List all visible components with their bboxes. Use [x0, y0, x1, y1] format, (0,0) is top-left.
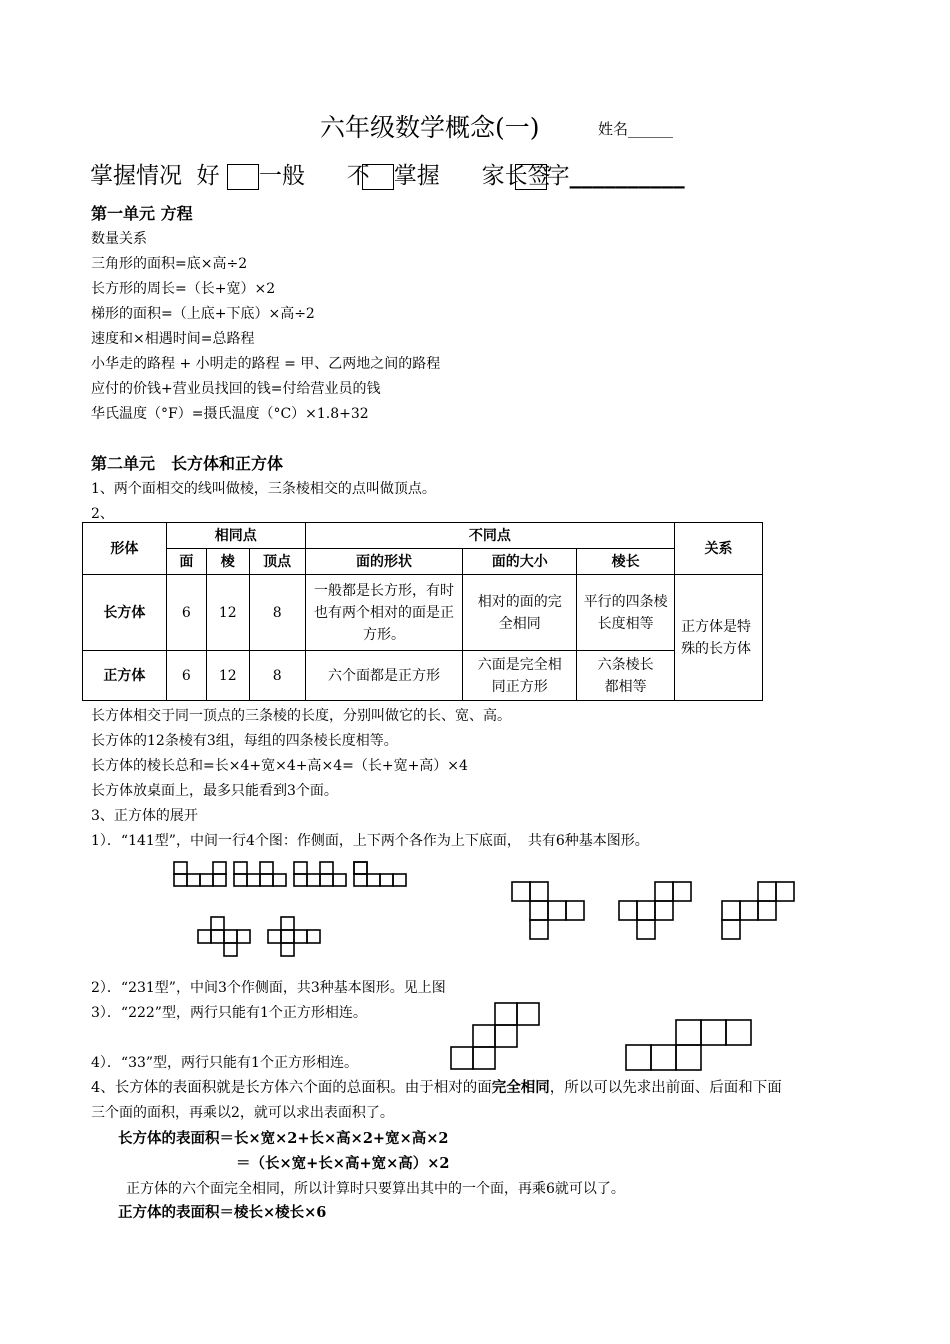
item4-text-a: 4、长方体的表面积就是长方体六个面的总面积。由于相对的面: [91, 1080, 492, 1096]
cuboid-face-size: 相对的面的完全相同: [463, 575, 577, 651]
text-line: 长方体的棱长总和=长×4+宽×4+高×4=（长+宽+高）×4: [91, 758, 468, 774]
item4-bold-text: 完全相同: [491, 1079, 550, 1096]
item4-text-c: 三个面的面积，再乘以2，就可以求出表面积了。: [91, 1105, 394, 1121]
header-face-shape: 面的形状: [305, 549, 463, 575]
cuboid-vertices: 8: [249, 575, 305, 651]
parent-signature-line: __________: [569, 162, 685, 189]
net-141-diagram-4: [352, 860, 412, 890]
checkbox-not-mastered[interactable]: [362, 164, 394, 190]
cuboid-face-shape: 一般都是长方形，有时也有两个相对的面是正方形。: [305, 575, 463, 651]
cube-vertices: 8: [249, 651, 305, 701]
unit1-line: 速度和×相遇时间=总路程: [91, 331, 255, 347]
net-141-diagram-3: [292, 860, 352, 890]
option-not-label-1: 不: [346, 163, 370, 189]
net-141-diagram-2: [232, 860, 292, 890]
net-231-diagram-1: [510, 880, 590, 945]
text-line: 长方体相交于同一顶点的三条棱的长度，分别叫做它的长、宽、高。: [91, 708, 511, 724]
cube-surface-formula: 正方体的表面积＝棱长×棱长×6: [118, 1204, 327, 1221]
header-face-size: 面的大小: [463, 549, 577, 575]
text-line: 1）．“141型”，中间一行4个图：作侧面，上下两个各作为上下底面， 共有6种基本图形。: [91, 833, 649, 849]
name-field-label: 姓名______: [598, 120, 674, 138]
net-141-diagram-5: [196, 915, 256, 960]
type-231-text: 2）．“231型”，中间3个作侧面，共3种基本图形。见上图: [91, 980, 446, 996]
option-fair-label: 一般: [258, 163, 305, 189]
parent-label-1: 家长签: [481, 163, 551, 189]
cuboid-surface-formula-2: ＝（长×宽+长×高+宽×高）×2: [236, 1155, 450, 1172]
parent-signature-box[interactable]: [515, 164, 547, 190]
header-face: 面: [166, 549, 206, 575]
cuboid-edges: 12: [206, 575, 249, 651]
net-222-diagram: [448, 1000, 543, 1072]
cube-edges: 12: [206, 651, 249, 701]
unit2-item1: 1、两个面相交的线叫做棱，三条棱相交的点叫做顶点。: [91, 481, 436, 497]
cube-edge-length: 六条棱长都相等: [577, 651, 675, 701]
unit2-item2: 2、: [91, 506, 114, 522]
shape-comparison-table: [82, 522, 763, 701]
text-line: 3、正方体的展开: [91, 808, 198, 824]
mastery-row: [90, 157, 685, 190]
unit1-heading: 第一单元 方程: [91, 204, 193, 223]
option-good-label: 好: [196, 163, 220, 189]
unit1-line: 华氏温度（°F）=摄氏温度（°C）×1.8+32: [91, 406, 369, 422]
unit1-line: 应付的价钱+营业员找回的钱=付给营业员的钱: [91, 381, 381, 397]
net-141-diagram-1: [172, 860, 232, 890]
option-not-label-2: 掌握: [393, 163, 440, 189]
unit1-line: 小华走的路程 + 小明走的路程 = 甲、乙两地之间的路程: [91, 356, 441, 372]
type-33-text: 4）．“33”型，两行只能有1个正方形相连。: [91, 1055, 358, 1071]
header-same: 相同点: [166, 523, 305, 549]
row-cuboid-name: 长方体: [83, 575, 167, 651]
unit2-heading: 第二单元 长方体和正方体: [91, 454, 284, 473]
mastery-label: 掌握情况: [90, 163, 182, 189]
unit1-line: 数量关系: [91, 231, 147, 247]
type-222-text: 3）．“222”型，两行只能有1个正方形相连。: [91, 1005, 367, 1021]
header-diff: 不同点: [305, 523, 674, 549]
item4-text-b: ，所以可以先求出前面、后面和下面: [549, 1080, 782, 1096]
cuboid-surface-formula: 长方体的表面积＝长×宽×2+长×高×2+宽×高×2: [118, 1130, 449, 1147]
header-shape: 形体: [83, 523, 167, 575]
parent-label-2: 字: [546, 163, 570, 189]
unit1-line: 三角形的面积=底×高÷2: [91, 256, 248, 272]
net-231-diagram-3: [720, 880, 800, 945]
cuboid-edge-length: 平行的四条棱长度相等: [577, 575, 675, 651]
row-cube-name: 正方体: [83, 651, 167, 701]
item4-paragraph: [91, 1076, 782, 1097]
cube-note: 正方体的六个面完全相同，所以计算时只要算出其中的一个面，再乘6就可以了。: [126, 1181, 625, 1197]
net-231-diagram-2: [617, 880, 697, 945]
cube-face-shape: 六个面都是正方形: [305, 651, 463, 701]
header-edge-length: 棱长: [577, 549, 675, 575]
text-line: 长方体放桌面上，最多只能看到3个面。: [91, 783, 338, 799]
cube-face-size: 六面是完全相同正方形: [463, 651, 577, 701]
cube-faces: 6: [166, 651, 206, 701]
header-vertex: 顶点: [249, 549, 305, 575]
cuboid-faces: 6: [166, 575, 206, 651]
header-edge: 棱: [206, 549, 249, 575]
unit1-line: 长方形的周长=（长+宽）×2: [91, 281, 276, 297]
checkbox-good[interactable]: [227, 164, 259, 190]
text-line: 长方体的12条棱有3组，每组的四条棱长度相等。: [91, 733, 398, 749]
net-141-diagram-6: [266, 915, 326, 960]
unit1-line: 梯形的面积=（上底+下底）×高÷2: [91, 306, 315, 322]
relation-cell: 正方体是特殊的长方体: [675, 575, 763, 701]
header-relation: 关系: [675, 523, 763, 575]
page-title: 六年级数学概念(一): [320, 113, 540, 142]
net-33-diagram: [623, 1017, 758, 1073]
